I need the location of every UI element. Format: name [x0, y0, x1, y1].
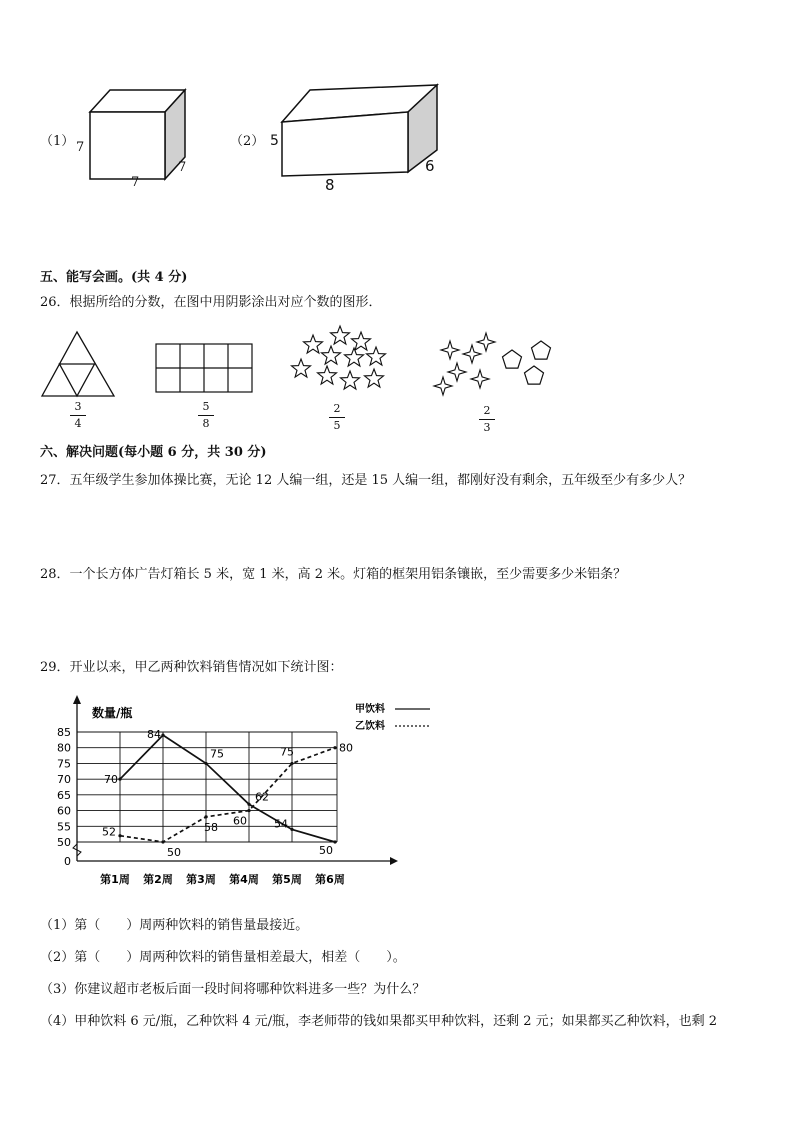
data-point — [118, 778, 121, 781]
data-point — [247, 803, 250, 806]
data-point — [290, 828, 293, 831]
box1-width: 7 — [178, 160, 187, 175]
pentagon-icon — [525, 366, 544, 384]
x-tick-label: 第5周 — [272, 873, 302, 886]
data-label: 70 — [104, 773, 118, 787]
data-label: 50 — [167, 846, 181, 859]
y-tick-label: 70 — [57, 773, 71, 787]
data-point — [333, 840, 336, 843]
x-tick-label: 第4周 — [229, 873, 259, 886]
star-icon — [345, 348, 364, 366]
y-tick-label: 75 — [57, 757, 71, 771]
fraction-2-3: 2 3 — [477, 404, 497, 435]
box2-figure — [270, 80, 450, 190]
four-point-star-icon — [471, 370, 489, 388]
box2-index: （2） — [230, 134, 265, 149]
y-tick-label: 0 — [64, 855, 71, 868]
fraction-3-4: 3 4 — [68, 400, 88, 431]
x-tick-label: 第1周 — [100, 873, 130, 886]
four-point-star-icon — [448, 363, 466, 381]
four-point-star-icon — [463, 345, 481, 363]
fraction-5-8: 5 8 — [196, 400, 216, 431]
data-label: 58 — [204, 820, 218, 834]
star-icon — [331, 326, 350, 344]
star-icon — [365, 369, 384, 387]
data-label: 75 — [210, 747, 224, 761]
data-label: 62 — [255, 790, 269, 804]
data-point — [290, 762, 293, 765]
data-point — [118, 834, 121, 837]
question-28: 28．一个长方体广告灯箱长 5 米，宽 1 米，高 2 米。灯箱的框架用铝条镶嵌，至少需要多少米铝条？ — [40, 567, 627, 582]
sub-question-3: （3）你建议超市老板后面一段时间将哪种饮料进多一些？为什么？ — [40, 982, 426, 997]
pentagon-icon — [532, 341, 551, 359]
stars-figure — [288, 324, 393, 399]
star-icon — [318, 366, 337, 384]
y-tick-label: 55 — [57, 820, 71, 834]
sub-question-2: （2）第（ ）周两种饮料的销售量相差最大，相差（ ）。 — [40, 950, 406, 965]
question-27: 27．五年级学生参加体操比赛，无论 12 人编一组，还是 15 人编一组，都刚好没有剩余，五年级至少有多少人？ — [40, 473, 692, 488]
triangle-figure — [40, 330, 116, 398]
question-29: 29．开业以来，甲乙两种饮料销售情况如下统计图： — [40, 660, 343, 675]
data-point — [204, 762, 207, 765]
box1-index: （1） — [40, 134, 75, 149]
sales-line-chart — [40, 690, 440, 900]
box2-length: 8 — [325, 176, 335, 194]
fraction-2-5: 2 5 — [327, 402, 347, 433]
y-axis-arrow-icon — [73, 695, 81, 704]
star-icon — [292, 359, 311, 377]
star-icon — [322, 346, 341, 364]
data-label: 80 — [339, 741, 353, 755]
star-icon — [341, 371, 360, 389]
x-axis-arrow-icon — [390, 857, 398, 865]
box2-height: 5 — [270, 133, 279, 149]
section6-title: 六、解决问题(每小题 6 分，共 30 分) — [40, 445, 267, 460]
x-tick-label: 第2周 — [143, 873, 173, 886]
data-point — [161, 840, 164, 843]
data-point — [161, 734, 164, 737]
four-point-star-icon — [477, 333, 495, 351]
data-point — [247, 809, 250, 812]
box1-length: 7 — [131, 175, 140, 190]
question-26: 26．根据所给的分数，在图中用阴影涂出对应个数的图形． — [40, 295, 382, 310]
data-label: 75 — [280, 745, 294, 759]
section5-title: 五、能写会画。(共 4 分) — [40, 270, 188, 285]
x-tick-label: 第6周 — [315, 873, 345, 886]
four-point-star-icon — [441, 341, 459, 359]
y-tick-label: 80 — [57, 741, 71, 755]
y-axis-label: 数量/瓶 — [92, 706, 133, 720]
stars-pentagons-figure — [430, 330, 560, 400]
data-point — [333, 746, 336, 749]
grid-figure — [155, 343, 253, 393]
y-tick-label: 65 — [57, 788, 71, 802]
sub-question-4: （4）甲种饮料 6 元/瓶，乙种饮料 4 元/瓶，李老师带的钱如果都买甲种饮料，还剩 2 元；如果都买乙种饮料，也剩 2 — [40, 1014, 718, 1029]
y-tick-label: 60 — [57, 804, 71, 818]
data-label: 52 — [102, 825, 116, 839]
data-label: 84 — [147, 728, 161, 742]
box2-width: 6 — [425, 157, 435, 175]
star-icon — [304, 335, 323, 353]
pentagon-icon — [503, 350, 522, 368]
sub-question-1: （1）第（ ）周两种饮料的销售量最接近。 — [40, 918, 309, 933]
data-point — [204, 815, 207, 818]
data-label: 54 — [274, 817, 288, 831]
four-point-star-icon — [434, 377, 452, 395]
legend-label: 乙饮料 — [355, 721, 385, 732]
y-tick-label: 50 — [57, 836, 71, 849]
star-icon — [367, 347, 386, 365]
legend-label: 甲饮料 — [355, 704, 385, 715]
data-label: 60 — [233, 814, 247, 828]
y-tick-label: 85 — [57, 726, 71, 739]
chart-grid — [77, 732, 337, 861]
data-label: 50 — [319, 844, 333, 857]
box1-height: 7 — [76, 140, 85, 155]
x-tick-label: 第3周 — [186, 873, 216, 886]
